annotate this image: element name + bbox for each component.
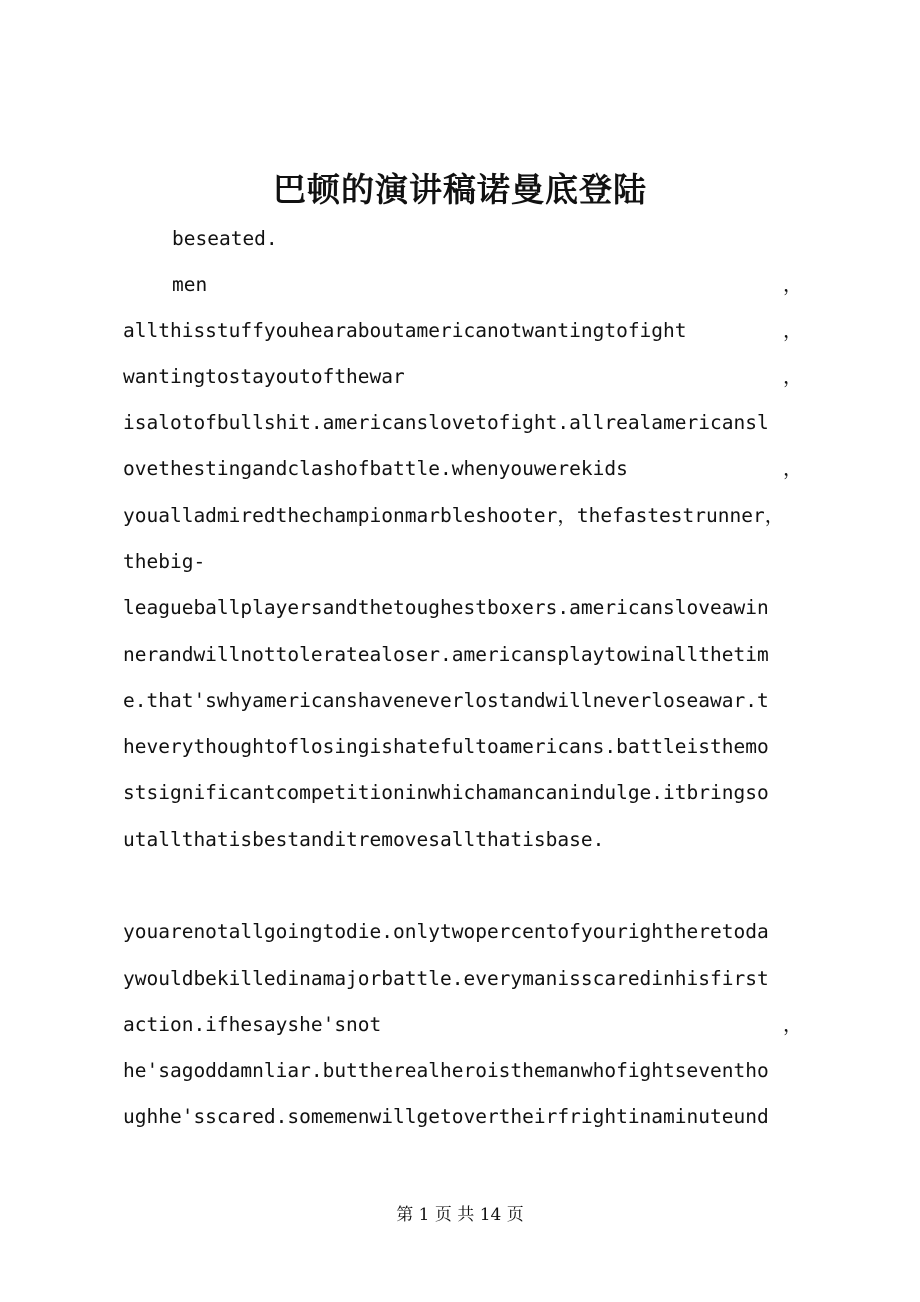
text-line: ywouldbekilledinamajorbattle.everymanisscaredinhisfirst	[123, 967, 769, 990]
text-line: allthisstuffyouhearaboutamericanotwantingtofight	[123, 319, 687, 342]
text-line: ovethestingandclashofbattle.whenyouwerekids	[123, 457, 628, 480]
text-line: youalladmiredthechampionmarbleshooter，thefastestrunner，	[123, 504, 785, 527]
document-title: 巴顿的演讲稿诺曼底登陆	[273, 170, 647, 209]
text-line: he'sagoddamnliar.buttherealheroisthemanwhofightseventho	[123, 1059, 769, 1082]
line-comma: ，	[783, 365, 803, 388]
text-line: men	[172, 273, 208, 296]
line-comma: ，	[783, 273, 803, 296]
text-line: isalotofbullshit.americanslovetofight.allrealamericansl	[123, 411, 769, 434]
text-line: e.that'swhyamericanshaveneverlostandwillneverloseawar.t	[123, 689, 769, 712]
text-line: stsignificantcompetitioninwhichamancanindulge.itbringso	[123, 781, 769, 804]
text-line: action.ifhesayshe'snot	[123, 1013, 382, 1036]
text-line: beseated.	[172, 227, 278, 250]
text-line: nerandwillnottoleratealoser.americansplaytowinallthetim	[123, 643, 769, 666]
text-line: utallthatisbestanditremovesallthatisbase.	[123, 828, 605, 851]
page-footer: 第 1 页 共 14 页	[396, 1205, 524, 1225]
line-comma: ，	[783, 457, 803, 480]
text-line: leagueballplayersandthetoughestboxers.americansloveawin	[123, 596, 769, 619]
line-comma: ，	[783, 319, 803, 342]
text-line: youarenotallgoingtodie.onlytwopercentofyourightheretoda	[123, 920, 769, 943]
line-comma: ，	[783, 1013, 803, 1036]
text-line: thebig-	[123, 550, 206, 573]
text-line: wantingtostayoutofthewar	[123, 365, 405, 388]
text-line: ughhe'sscared.somemenwillgetovertheirfrightinaminuteund	[123, 1105, 769, 1128]
text-line: heverythoughtoflosingishatefultoamericans.battleisthemo	[123, 735, 769, 758]
